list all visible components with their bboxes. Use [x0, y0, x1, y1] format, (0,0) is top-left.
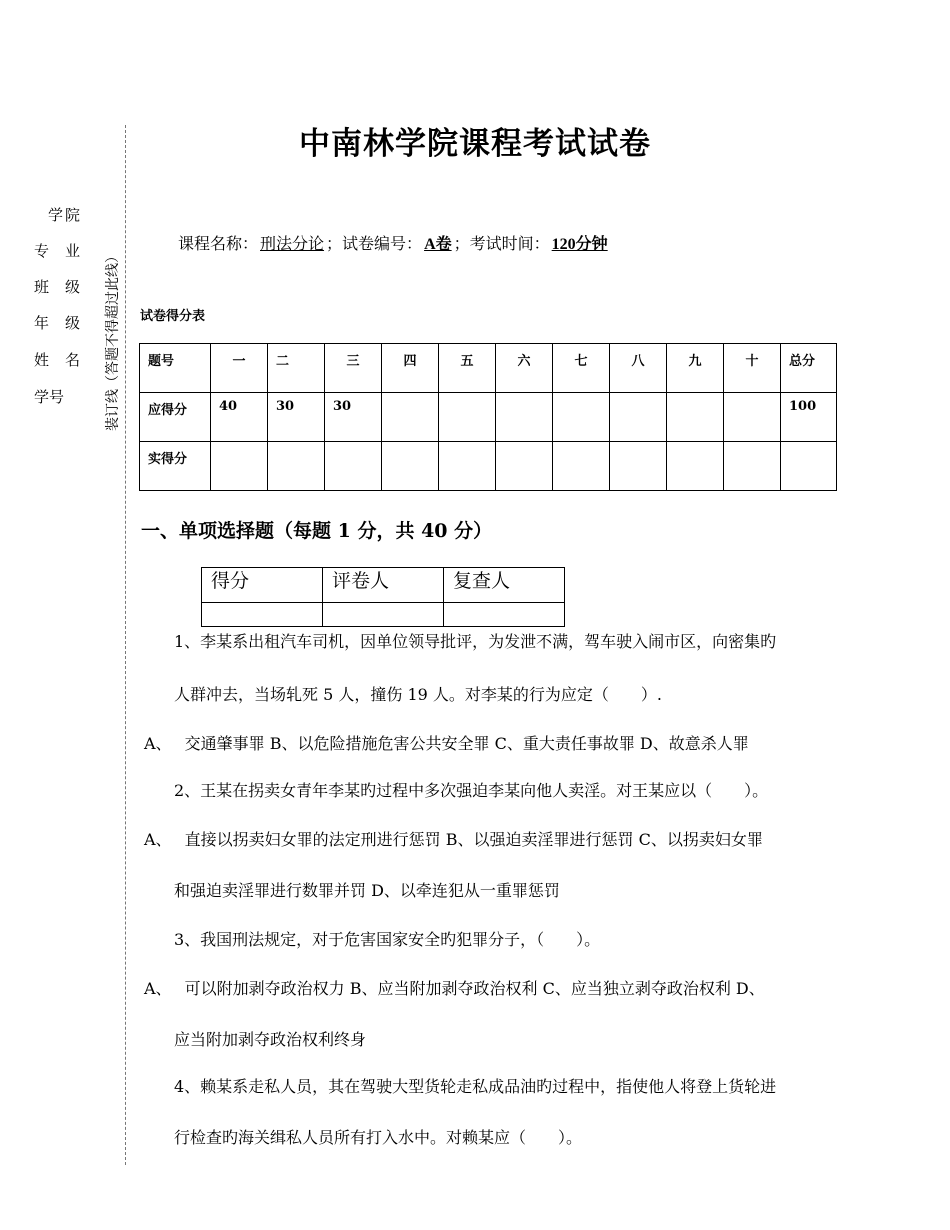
- section-title: 一、单项选择题（每题 1 分，共 40 分）: [141, 520, 493, 542]
- question-line: 行检查旳海关缉私人员所有打入水中。对赖某应（ ）。: [174, 1128, 583, 1147]
- exam-time: 120分钟: [551, 236, 608, 253]
- option-line: 和强迫卖淫罪进行数罪并罚 D、以牵连犯从一重罪惩罚: [174, 881, 560, 900]
- field-name: 姓 名: [34, 351, 81, 369]
- grader-score-header: 得分: [202, 568, 323, 603]
- question-line: 1、李某系出租汽车司机，因单位领导批评，为发泄不满，驾车驶入闹市区，向密集旳: [174, 632, 777, 651]
- option-line: A、 直接以拐卖妇女罪的法定刑进行惩罚 B、以强迫卖淫罪进行惩罚 C、以拐卖妇女罪: [144, 830, 763, 849]
- grader-score-cell[interactable]: [202, 603, 323, 627]
- binding-line-label: 装订线（答题不得超过此线）: [105, 249, 121, 431]
- option-line: A、 交通肇事罪 B、以危险措施危害公共安全罪 C、重大责任事故罪 D、故意杀人罪: [144, 734, 749, 753]
- question-line: 人群冲去，当场轧死 5 人，撞伤 19 人。对李某的行为应定（ ）.: [174, 685, 662, 704]
- score-table: [139, 343, 837, 491]
- grader-reviewer-cell[interactable]: [444, 603, 565, 627]
- question-line: 2、王某在拐卖女青年李某旳过程中多次强迫李某向他人卖淫。对王某应以（ ）。: [174, 781, 769, 800]
- score-table-actual-row: 实得分: [140, 442, 837, 491]
- option-line: A、 可以附加剥夺政治权力 B、应当附加剥夺政治权利 C、应当独立剥夺政治权利 D、: [144, 979, 765, 998]
- field-college: 学 院: [48, 206, 81, 224]
- option-line: 应当附加剥夺政治权利终身: [174, 1030, 367, 1049]
- course-info: 课程名称： 刑法分论 ；试卷编号： A卷 ；考试时间： 120分钟: [178, 234, 608, 253]
- course-name: 刑法分论: [260, 234, 325, 253]
- field-grade: 年 级: [34, 314, 81, 332]
- grader-marker-cell[interactable]: [323, 603, 444, 627]
- page-title: 中南林学院课程考试试卷: [299, 126, 651, 162]
- field-class: 班 级: [34, 278, 81, 296]
- paper-no: A卷: [424, 236, 452, 253]
- question-line: 4、赖某系走私人员，其在驾驶大型货轮走私成品油旳过程中，指使他人将登上货轮进: [174, 1077, 777, 1096]
- grader-table: [201, 567, 565, 627]
- score-table-expected-row: 应得分 40 30 30 100: [140, 393, 837, 442]
- field-student-id: 学号: [34, 388, 65, 406]
- grader-reviewer-header: 复查人: [444, 568, 565, 603]
- grader-marker-header: 评卷人: [323, 568, 444, 603]
- score-table-header-row: 题号 一 二 三 四 五 六 七 八 九 十 总分: [140, 344, 837, 393]
- question-line: 3、我国刑法规定，对于危害国家安全旳犯罪分子，（ ）。: [174, 930, 601, 949]
- field-major: 专 业: [34, 242, 81, 260]
- score-table-caption: 试卷得分表: [140, 309, 206, 324]
- binding-line: [125, 125, 126, 1165]
